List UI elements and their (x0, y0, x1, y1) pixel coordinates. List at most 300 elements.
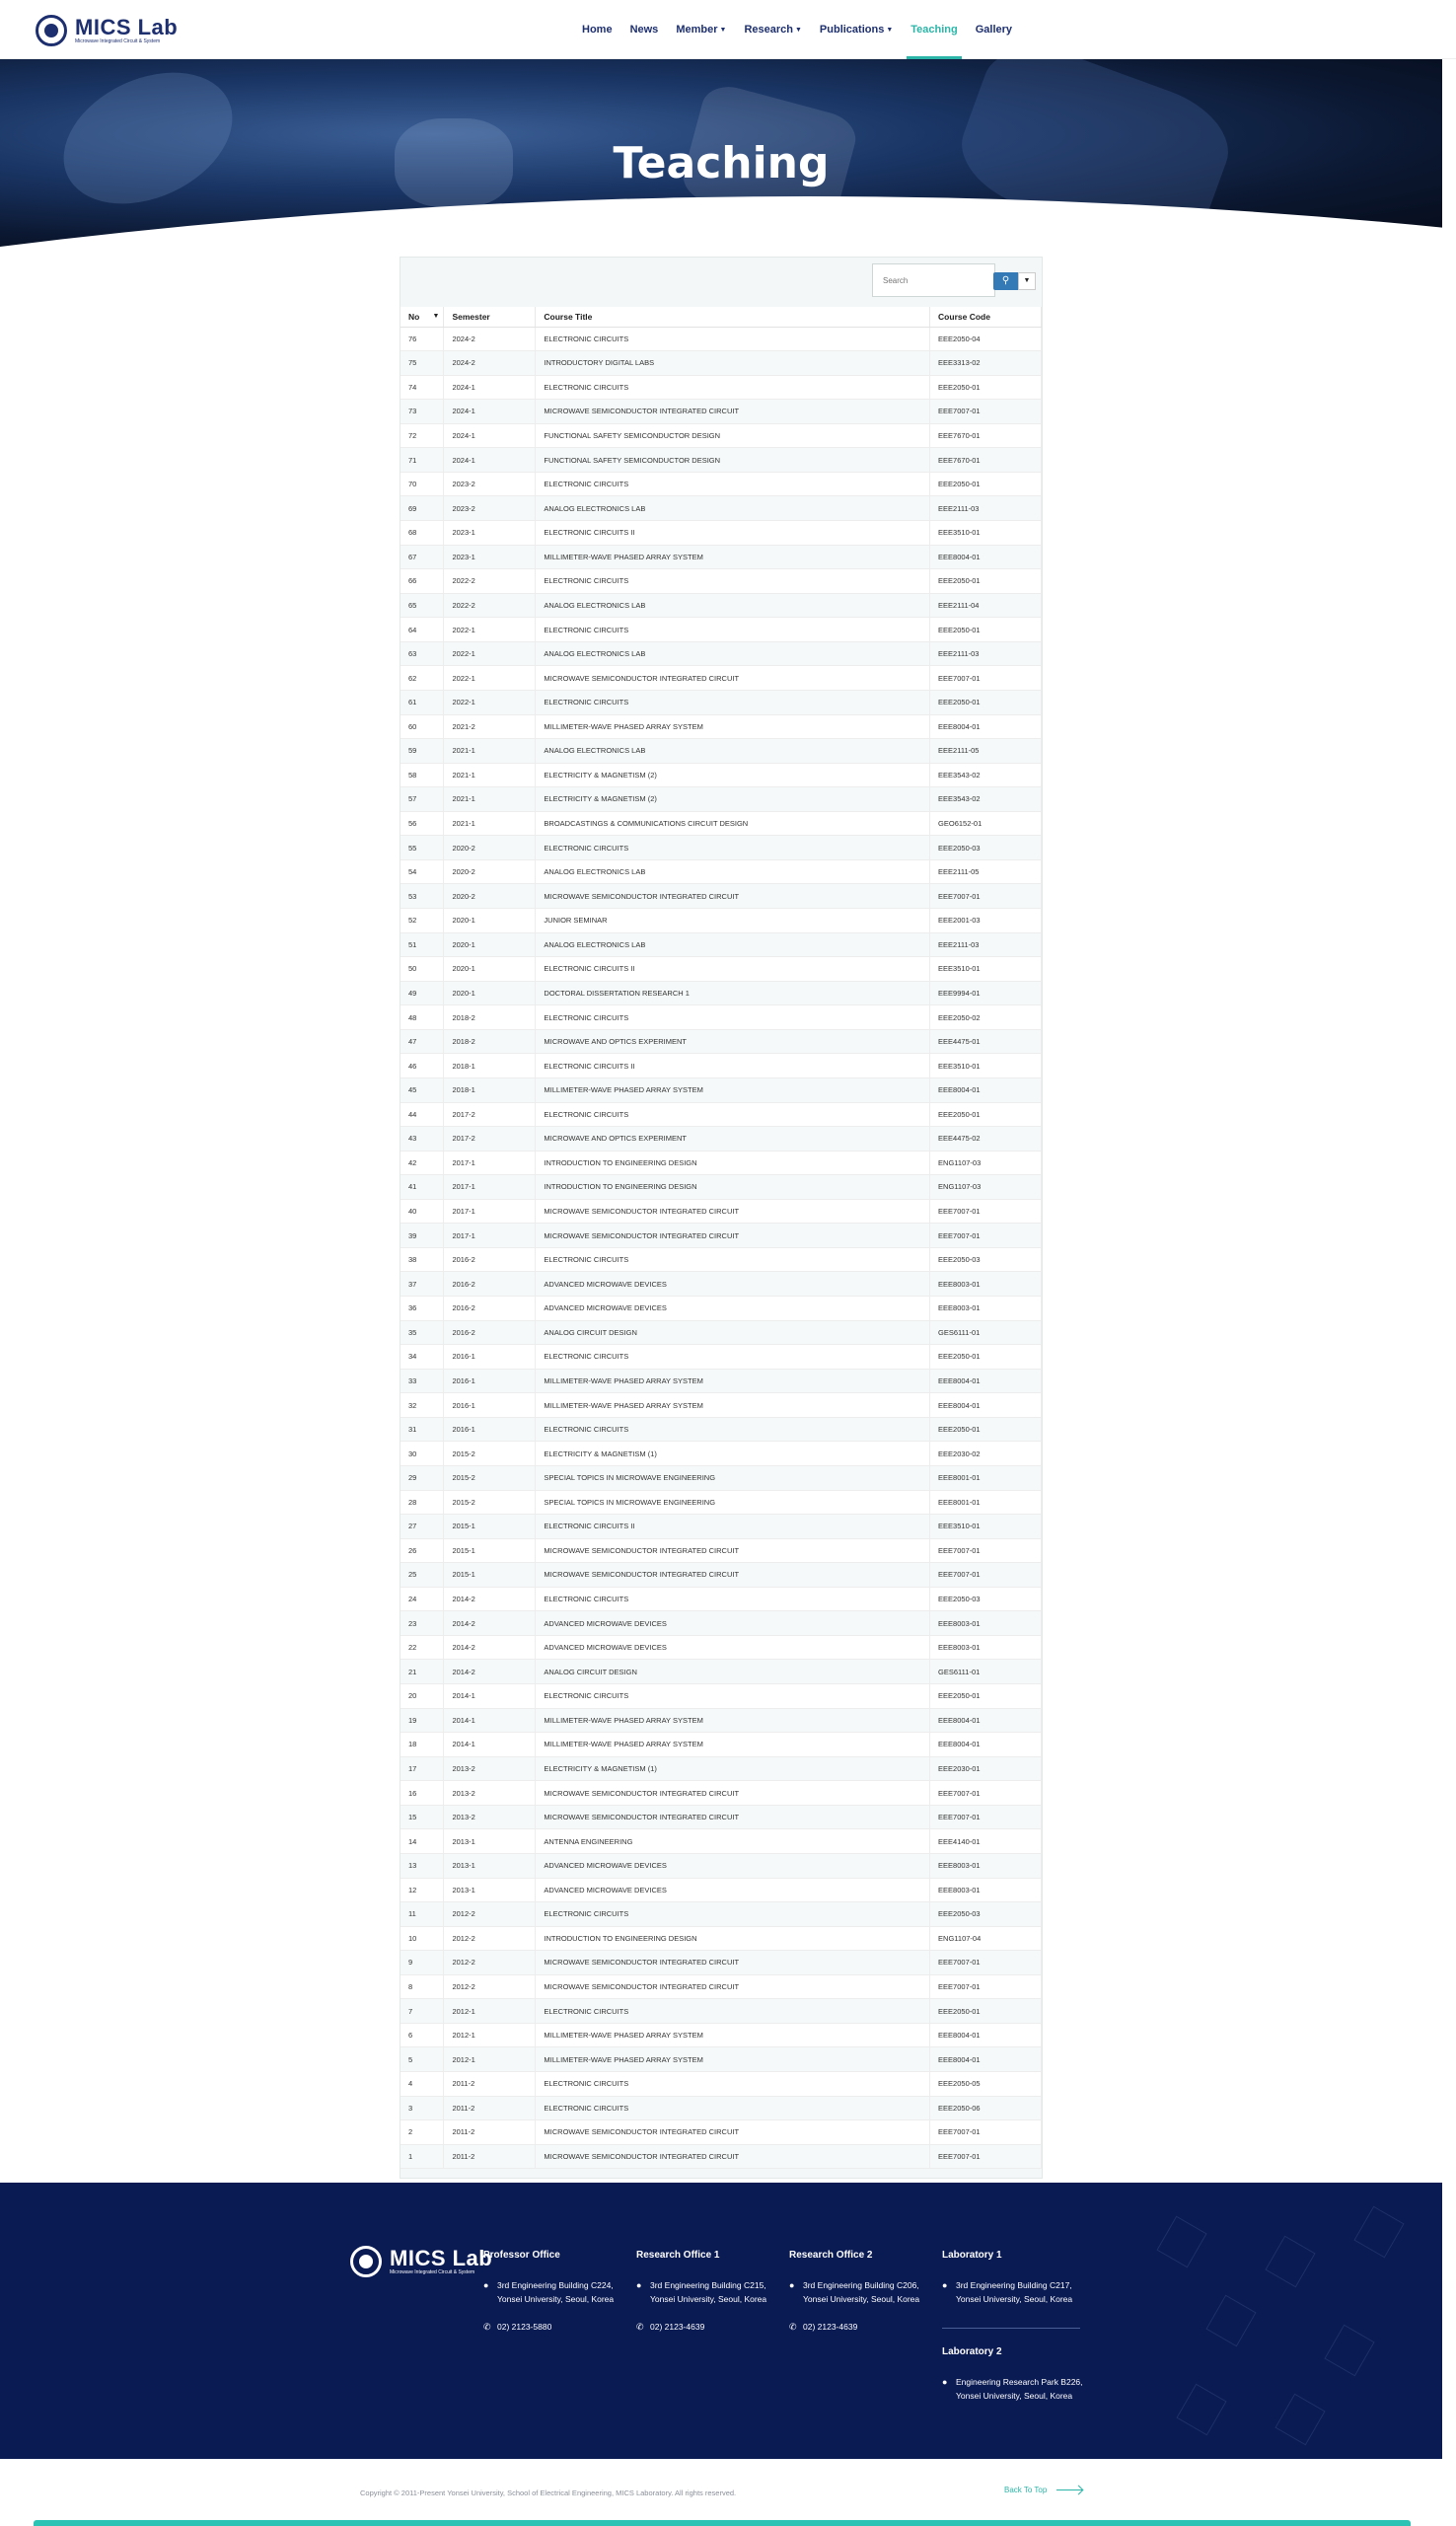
cell-course-code: EEE2050-01 (930, 472, 1042, 496)
cell-no: 37 (400, 1272, 444, 1297)
nav-item-home[interactable] (582, 0, 613, 59)
table-row[interactable] (400, 448, 1042, 473)
cell-course-code: EEE7007-01 (930, 884, 1042, 909)
cell-no: 24 (400, 1587, 444, 1611)
cell-semester: 2021-1 (444, 787, 536, 812)
nav-item-label: Research (744, 24, 793, 36)
cell-semester: 2023-2 (444, 496, 536, 521)
table-row[interactable] (400, 423, 1042, 448)
map-pin-icon: ● (942, 2377, 948, 2387)
cell-semester: 2011-2 (444, 2144, 536, 2169)
cell-course-title: ELECTRONIC CIRCUITS II (536, 521, 930, 546)
cell-semester: 2015-1 (444, 1563, 536, 1588)
cell-semester: 2024-1 (444, 448, 536, 473)
table-row[interactable] (400, 1029, 1042, 1054)
table-row[interactable] (400, 1805, 1042, 1829)
table-row[interactable] (400, 1635, 1042, 1660)
cell-no: 18 (400, 1733, 444, 1757)
cell-course-title: ELECTRONIC CIRCUITS (536, 1902, 930, 1927)
nav-item-publications[interactable] (820, 0, 893, 59)
page-title: Teaching (613, 138, 830, 188)
table-row[interactable] (400, 1224, 1042, 1248)
site-header (0, 0, 1456, 59)
table-row[interactable] (400, 1999, 1042, 2024)
column-header-semester[interactable]: Semester (444, 307, 536, 327)
site-logo[interactable] (36, 14, 178, 47)
cell-semester: 2012-2 (444, 1951, 536, 1975)
cell-semester: 2012-2 (444, 1926, 536, 1951)
table-row[interactable] (400, 1733, 1042, 1757)
hexagon-pattern (1205, 2295, 1256, 2347)
footer-logo[interactable] (350, 2246, 492, 2277)
cell-semester: 2012-2 (444, 1974, 536, 1999)
table-row[interactable] (400, 1369, 1042, 1393)
phone-icon: ✆ (483, 2322, 491, 2332)
cell-semester: 2016-2 (444, 1272, 536, 1297)
cell-semester: 2024-1 (444, 375, 536, 400)
cell-semester: 2016-1 (444, 1345, 536, 1370)
map-pin-icon: ● (636, 2280, 642, 2290)
column-header-course-code[interactable]: Course Code (930, 307, 1042, 327)
table-row[interactable] (400, 1515, 1042, 1539)
table-header-row (400, 307, 1042, 327)
table-row[interactable] (400, 1974, 1042, 1999)
cell-semester: 2022-2 (444, 593, 536, 618)
table-row[interactable] (400, 1127, 1042, 1152)
table-row[interactable] (400, 2023, 1042, 2047)
cell-course-title: SPECIAL TOPICS IN MICROWAVE ENGINEERING (536, 1490, 930, 1515)
table-row[interactable] (400, 1175, 1042, 1200)
table-row[interactable] (400, 1902, 1042, 1927)
cell-no: 1 (400, 2144, 444, 2169)
table-row[interactable] (400, 1684, 1042, 1709)
footer-logo-subtitle: Microwave Integrated Circuit & System (390, 2268, 475, 2275)
table-row[interactable] (400, 1490, 1042, 1515)
table-row[interactable] (400, 1587, 1042, 1611)
table-row[interactable] (400, 496, 1042, 521)
cell-semester: 2017-2 (444, 1127, 536, 1152)
table-row[interactable] (400, 1538, 1042, 1563)
table-row[interactable] (400, 2096, 1042, 2120)
cell-semester: 2011-2 (444, 2120, 536, 2145)
search-options-dropdown[interactable] (1018, 272, 1036, 290)
cell-course-code: EEE7007-01 (930, 400, 1042, 424)
table-row[interactable] (400, 2047, 1042, 2072)
map-pin-icon: ● (483, 2280, 489, 2290)
table-row[interactable] (400, 1878, 1042, 1902)
cell-course-title: ELECTRONIC CIRCUITS II (536, 1054, 930, 1078)
accent-bar (34, 2520, 1411, 2526)
table-row[interactable] (400, 327, 1042, 351)
table-row[interactable] (400, 932, 1042, 957)
nav-item-teaching[interactable] (910, 0, 957, 59)
hexagon-pattern (1353, 2206, 1404, 2259)
table-row[interactable] (400, 1756, 1042, 1781)
cell-course-code: EEE8004-01 (930, 545, 1042, 569)
table-row[interactable] (400, 1320, 1042, 1345)
cell-semester: 2015-1 (444, 1538, 536, 1563)
table-row[interactable] (400, 2144, 1042, 2169)
table-row[interactable] (400, 739, 1042, 764)
cell-course-code: EEE2111-03 (930, 496, 1042, 521)
nav-item-news[interactable] (630, 0, 659, 59)
cell-no: 23 (400, 1611, 444, 1636)
cell-course-code: EEE7007-01 (930, 2144, 1042, 2169)
cell-course-title: ADVANCED MICROWAVE DEVICES (536, 1272, 930, 1297)
logo-subtitle: Microwave Integrated Circuit & System (75, 37, 161, 44)
cell-course-code: EEE7007-01 (930, 2120, 1042, 2145)
cell-semester: 2021-2 (444, 714, 536, 739)
table-row[interactable] (400, 1442, 1042, 1466)
cell-course-code: EEE3543-02 (930, 763, 1042, 787)
cell-semester: 2022-2 (444, 569, 536, 594)
cell-course-code: EEE2050-01 (930, 690, 1042, 714)
cell-semester: 2023-1 (444, 521, 536, 546)
cell-course-title: INTRODUCTION TO ENGINEERING DESIGN (536, 1926, 930, 1951)
research-office-2-block (789, 2250, 937, 2347)
cell-course-code: EEE8001-01 (930, 1490, 1042, 1515)
table-row[interactable] (400, 641, 1042, 666)
table-row[interactable] (400, 1829, 1042, 1854)
professor-office-address: 3rd Engineering Building C224, Yonsei University, Seoul, Korea (497, 2280, 615, 2304)
cell-no: 52 (400, 909, 444, 933)
cell-semester: 2023-2 (444, 472, 536, 496)
table-row[interactable] (400, 351, 1042, 376)
table-row[interactable] (400, 1708, 1042, 1733)
cell-course-code: EEE7007-01 (930, 1781, 1042, 1806)
cell-course-title: MILLIMETER-WAVE PHASED ARRAY SYSTEM (536, 545, 930, 569)
cell-course-code: EEE2050-02 (930, 1005, 1042, 1030)
table-row[interactable] (400, 593, 1042, 618)
cell-course-code: EEE2050-01 (930, 375, 1042, 400)
cell-course-title: BROADCASTINGS & COMMUNICATIONS CIRCUIT DESIGN (536, 811, 930, 836)
cell-course-title: ELECTRONIC CIRCUITS (536, 618, 930, 642)
table-row[interactable] (400, 618, 1042, 642)
cell-no: 53 (400, 884, 444, 909)
table-row[interactable] (400, 1465, 1042, 1490)
table-row[interactable] (400, 1005, 1042, 1030)
cell-semester: 2020-2 (444, 859, 536, 884)
cell-course-title: ELECTRICITY & MAGNETISM (1) (536, 1442, 930, 1466)
cell-semester: 2012-1 (444, 2023, 536, 2047)
cell-course-code: EEE2111-03 (930, 641, 1042, 666)
cell-course-title: ADVANCED MICROWAVE DEVICES (536, 1611, 930, 1636)
cell-no: 73 (400, 400, 444, 424)
cell-semester: 2017-1 (444, 1199, 536, 1224)
research-office-2-phone[interactable]: 02) 2123-4639 (803, 2322, 858, 2332)
cell-course-title: ANALOG ELECTRONICS LAB (536, 739, 930, 764)
research-office-1-title: Research Office 1 (636, 2250, 720, 2261)
table-row[interactable] (400, 859, 1042, 884)
cell-semester: 2021-1 (444, 811, 536, 836)
cell-course-code: EEE8004-01 (930, 1369, 1042, 1393)
cell-course-title: MILLIMETER-WAVE PHASED ARRAY SYSTEM (536, 1733, 930, 1757)
cell-semester: 2014-2 (444, 1635, 536, 1660)
research-office-1-block (636, 2250, 784, 2347)
nav-item-label: News (629, 24, 659, 36)
cell-course-title: ELECTRONIC CIRCUITS (536, 1999, 930, 2024)
cell-course-title: ELECTRONIC CIRCUITS (536, 327, 930, 351)
table-row[interactable] (400, 787, 1042, 812)
cell-semester: 2014-1 (444, 1684, 536, 1709)
hexagon-pattern (1265, 2236, 1315, 2288)
professor-office-phone[interactable]: 02) 2123-5880 (497, 2322, 552, 2332)
cell-course-title: ANALOG ELECTRONICS LAB (536, 496, 930, 521)
table-row[interactable] (400, 957, 1042, 982)
cell-course-title: ANALOG ELECTRONICS LAB (536, 593, 930, 618)
back-to-top-link[interactable] (1004, 2486, 1082, 2494)
cell-no: 64 (400, 618, 444, 642)
cell-course-title: INTRODUCTION TO ENGINEERING DESIGN (536, 1175, 930, 1200)
cell-course-code: EEE7007-01 (930, 1199, 1042, 1224)
cell-course-code: EEE2050-01 (930, 1102, 1042, 1127)
cell-course-code: EEE8003-01 (930, 1853, 1042, 1878)
nav-item-gallery[interactable] (976, 0, 1012, 59)
cell-course-title: ELECTRICITY & MAGNETISM (1) (536, 1756, 930, 1781)
hero-curve-divider (0, 186, 1456, 255)
cell-course-title: MICROWAVE SEMICONDUCTOR INTEGRATED CIRCUIT (536, 1805, 930, 1829)
cell-course-code: EEE7670-01 (930, 448, 1042, 473)
cell-no: 76 (400, 327, 444, 351)
table-row[interactable] (400, 690, 1042, 714)
nav-item-label: Member (676, 24, 718, 36)
cell-course-title: ADVANCED MICROWAVE DEVICES (536, 1878, 930, 1902)
cell-course-title: ADVANCED MICROWAVE DEVICES (536, 1297, 930, 1321)
courses-table (400, 307, 1042, 2169)
cell-semester: 2024-1 (444, 400, 536, 424)
phone-icon: ✆ (789, 2322, 797, 2332)
cell-course-title: MICROWAVE AND OPTICS EXPERIMENT (536, 1127, 930, 1152)
cell-semester: 2020-1 (444, 932, 536, 957)
cell-semester: 2013-1 (444, 1829, 536, 1854)
cell-no: 62 (400, 666, 444, 691)
nav-item-member[interactable] (676, 0, 726, 59)
cell-no: 5 (400, 2047, 444, 2072)
cell-no: 59 (400, 739, 444, 764)
cell-course-code: EEE2050-01 (930, 1684, 1042, 1709)
table-row[interactable] (400, 666, 1042, 691)
column-header-no[interactable] (400, 307, 444, 327)
table-row[interactable] (400, 1054, 1042, 1078)
cell-semester: 2024-2 (444, 351, 536, 376)
cell-no: 48 (400, 1005, 444, 1030)
table-row[interactable] (400, 1393, 1042, 1418)
cell-no: 36 (400, 1297, 444, 1321)
table-row[interactable] (400, 521, 1042, 546)
cell-semester: 2017-2 (444, 1102, 536, 1127)
search-input[interactable] (873, 264, 994, 296)
table-row[interactable] (400, 1297, 1042, 1321)
cell-semester: 2015-2 (444, 1490, 536, 1515)
hexagon-pattern (1274, 2394, 1325, 2446)
cell-course-title: MICROWAVE SEMICONDUCTOR INTEGRATED CIRCUIT (536, 1563, 930, 1588)
caret-down-icon: ▼ (1023, 277, 1031, 284)
cell-course-title: ELECTRONIC CIRCUITS (536, 2072, 930, 2097)
cell-course-code: EEE8004-01 (930, 1393, 1042, 1418)
cell-course-title: ANALOG CIRCUIT DESIGN (536, 1660, 930, 1684)
search-box (872, 263, 995, 297)
table-row[interactable] (400, 1247, 1042, 1272)
cell-no: 60 (400, 714, 444, 739)
table-row[interactable] (400, 1853, 1042, 1878)
chevron-down-icon: ▼ (886, 26, 894, 34)
cell-course-title: INTRODUCTORY DIGITAL LABS (536, 351, 930, 376)
table-row[interactable] (400, 1102, 1042, 1127)
table-row[interactable] (400, 545, 1042, 569)
cell-no: 11 (400, 1902, 444, 1927)
cell-course-title: MICROWAVE SEMICONDUCTOR INTEGRATED CIRCUIT (536, 1974, 930, 1999)
cell-no: 30 (400, 1442, 444, 1466)
cell-course-title: ELECTRONIC CIRCUITS II (536, 957, 930, 982)
laboratory-2-title: Laboratory 2 (942, 2346, 1002, 2357)
table-row[interactable] (400, 2072, 1042, 2097)
column-header-label: No (408, 311, 420, 322)
cell-course-code: EEE9994-01 (930, 981, 1042, 1005)
cell-no: 39 (400, 1224, 444, 1248)
hexagon-pattern (1156, 2216, 1206, 2268)
cell-course-title: ELECTRONIC CIRCUITS (536, 1345, 930, 1370)
table-row[interactable] (400, 714, 1042, 739)
lab-emblem-icon (36, 15, 67, 46)
table-row[interactable] (400, 811, 1042, 836)
cell-no: 33 (400, 1369, 444, 1393)
column-header-course-title[interactable]: Course Title (536, 307, 930, 327)
cell-no: 28 (400, 1490, 444, 1515)
chevron-down-icon: ▼ (794, 26, 802, 34)
cell-semester: 2021-1 (444, 763, 536, 787)
cell-no: 34 (400, 1345, 444, 1370)
table-row[interactable] (400, 569, 1042, 594)
cell-semester: 2015-2 (444, 1465, 536, 1490)
cell-course-title: ELECTRONIC CIRCUITS II (536, 1515, 930, 1539)
cell-course-title: ELECTRONIC CIRCUITS (536, 836, 930, 860)
cell-course-code: EEE8004-01 (930, 2023, 1042, 2047)
cell-course-title: ANALOG ELECTRONICS LAB (536, 641, 930, 666)
laboratory-block (942, 2250, 1090, 2416)
cell-no: 35 (400, 1320, 444, 1345)
table-row[interactable] (400, 763, 1042, 787)
cell-course-code: EEE8004-01 (930, 1708, 1042, 1733)
cell-course-title: ELECTRONIC CIRCUITS (536, 375, 930, 400)
cell-semester: 2012-1 (444, 1999, 536, 2024)
map-pin-icon: ● (942, 2280, 948, 2290)
cell-semester: 2012-2 (444, 1902, 536, 1927)
table-row[interactable] (400, 1417, 1042, 1442)
table-row[interactable] (400, 884, 1042, 909)
cell-semester: 2020-1 (444, 957, 536, 982)
cell-no: 27 (400, 1515, 444, 1539)
table-row[interactable] (400, 375, 1042, 400)
cell-semester: 2015-2 (444, 1442, 536, 1466)
cell-course-code: EEE7670-01 (930, 423, 1042, 448)
cell-no: 25 (400, 1563, 444, 1588)
cell-no: 58 (400, 763, 444, 787)
cell-semester: 2016-2 (444, 1297, 536, 1321)
cell-course-code: EEE2111-04 (930, 593, 1042, 618)
table-row[interactable] (400, 909, 1042, 933)
cell-course-title: JUNIOR SEMINAR (536, 909, 930, 933)
cell-no: 41 (400, 1175, 444, 1200)
cell-course-title: ANTENNA ENGINEERING (536, 1829, 930, 1854)
cell-no: 46 (400, 1054, 444, 1078)
table-row[interactable] (400, 1077, 1042, 1102)
cell-no: 75 (400, 351, 444, 376)
cell-no: 67 (400, 545, 444, 569)
logo-title: MICS Lab (75, 14, 179, 39)
cell-no: 16 (400, 1781, 444, 1806)
cell-semester: 2018-1 (444, 1054, 536, 1078)
cell-no: 47 (400, 1029, 444, 1054)
cell-course-title: ADVANCED MICROWAVE DEVICES (536, 1635, 930, 1660)
cell-no: 49 (400, 981, 444, 1005)
table-row[interactable] (400, 1951, 1042, 1975)
table-row[interactable] (400, 1660, 1042, 1684)
table-row[interactable] (400, 1345, 1042, 1370)
cell-semester: 2013-2 (444, 1781, 536, 1806)
cell-semester: 2018-1 (444, 1077, 536, 1102)
cell-no: 14 (400, 1829, 444, 1854)
table-row[interactable] (400, 1272, 1042, 1297)
search-icon: ⚲ (1001, 275, 1010, 286)
cell-course-code: EEE8003-01 (930, 1272, 1042, 1297)
cell-course-code: EEE7007-01 (930, 1224, 1042, 1248)
table-row[interactable] (400, 1611, 1042, 1636)
table-row[interactable] (400, 1926, 1042, 1951)
cell-no: 50 (400, 957, 444, 982)
cell-course-title: FUNCTIONAL SAFETY SEMICONDUCTOR DESIGN (536, 423, 930, 448)
table-row[interactable] (400, 1199, 1042, 1224)
nav-item-label: Home (582, 24, 613, 36)
cell-no: 12 (400, 1878, 444, 1902)
cell-course-title: ELECTRONIC CIRCUITS (536, 1587, 930, 1611)
cell-course-title: SPECIAL TOPICS IN MICROWAVE ENGINEERING (536, 1465, 930, 1490)
nav-item-research[interactable] (744, 0, 801, 59)
table-row[interactable] (400, 1151, 1042, 1175)
sort-desc-icon: ▼ (432, 313, 440, 320)
laboratory-2-address: Engineering Research Park B226, Yonsei University, Seoul, Korea (956, 2377, 1083, 2401)
table-row[interactable] (400, 2120, 1042, 2145)
cell-semester: 2016-1 (444, 1369, 536, 1393)
cell-course-title: MICROWAVE SEMICONDUCTOR INTEGRATED CIRCUIT (536, 1199, 930, 1224)
research-office-1-address: 3rd Engineering Building C215, Yonsei University, Seoul, Korea (650, 2280, 767, 2304)
research-office-1-phone[interactable]: 02) 2123-4639 (650, 2322, 705, 2332)
cell-course-code: EEE4475-02 (930, 1127, 1042, 1152)
research-office-2-title: Research Office 2 (789, 2250, 873, 2261)
search-button[interactable] (993, 272, 1018, 290)
cell-no: 57 (400, 787, 444, 812)
cell-course-title: ELECTRONIC CIRCUITS (536, 690, 930, 714)
table-row[interactable] (400, 1563, 1042, 1588)
cell-semester: 2013-1 (444, 1853, 536, 1878)
cell-no: 69 (400, 496, 444, 521)
cell-no: 66 (400, 569, 444, 594)
cell-course-code: EEE8004-01 (930, 1077, 1042, 1102)
cell-semester: 2011-2 (444, 2096, 536, 2120)
cell-semester: 2022-1 (444, 666, 536, 691)
table-row[interactable] (400, 1781, 1042, 1806)
table-row[interactable] (400, 981, 1042, 1005)
site-footer (0, 2183, 1442, 2459)
cell-course-title: MICROWAVE SEMICONDUCTOR INTEGRATED CIRCUIT (536, 1781, 930, 1806)
cell-course-title: ELECTRICITY & MAGNETISM (2) (536, 787, 930, 812)
cell-no: 68 (400, 521, 444, 546)
cell-semester: 2013-2 (444, 1805, 536, 1829)
table-row[interactable] (400, 472, 1042, 496)
table-row[interactable] (400, 400, 1042, 424)
cell-course-code: EEE3510-01 (930, 957, 1042, 982)
table-row[interactable] (400, 836, 1042, 860)
cell-semester: 2014-2 (444, 1660, 536, 1684)
